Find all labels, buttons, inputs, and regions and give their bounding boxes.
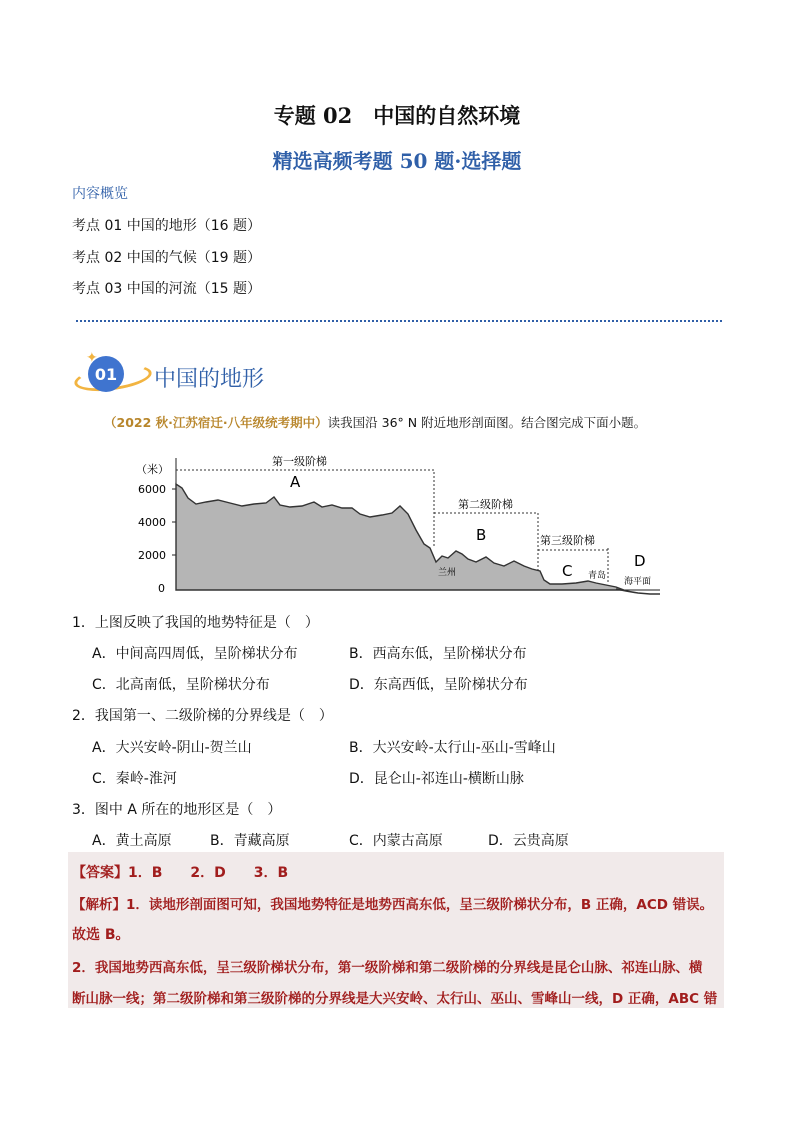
section-title: 中国的地形: [154, 367, 265, 392]
option-c: C．秦岭-淮河: [92, 771, 177, 787]
dotted-divider: [76, 320, 722, 322]
region-label: D: [634, 552, 646, 570]
page-title: 专题 02 中国的自然环境: [273, 103, 521, 128]
region-label: C: [562, 562, 573, 580]
option-d: D．东高西低，呈阶梯状分布: [349, 677, 528, 693]
analysis-text: 断山脉一线；第二级阶梯和第三级阶梯的分界线是大兴安岭、太行山、巫山、雪峰山一线，D 正确，ABC 错: [72, 991, 718, 1007]
source-tag: （2022 秋·江苏宿迁·八年级统考期中）: [104, 415, 328, 430]
step-label-1: 第一级阶梯: [272, 455, 327, 468]
question-stem: 1．上图反映了我国的地势特征是（ ）: [72, 615, 319, 631]
section-number: 01: [88, 356, 124, 392]
overview-item: 考点 02 中国的气候（19 题）: [72, 250, 261, 266]
question-stem: 2．我国第一、二级阶梯的分界线是（ ）: [72, 708, 333, 724]
section-badge: [72, 352, 154, 396]
place-label: 青岛: [588, 571, 607, 581]
option-b: B．青藏高原: [210, 833, 290, 849]
y-tick-label: 4000: [138, 516, 166, 529]
option-c: C．北高南低，呈阶梯状分布: [92, 677, 270, 693]
analysis-text: 故选 B。: [72, 927, 130, 943]
option-b: B．西高东低，呈阶梯状分布: [349, 646, 527, 662]
region-label: B: [476, 526, 487, 544]
region-label: A: [290, 473, 301, 491]
place-label: 兰州: [438, 568, 457, 578]
overview-heading: 内容概览: [72, 186, 128, 202]
option-b: B．大兴安岭-太行山-巫山-雪峰山: [349, 740, 556, 756]
option-d: D．云贵高原: [488, 833, 569, 849]
step-label-2: 第二级阶梯: [458, 498, 513, 511]
place-label: 海平面: [624, 577, 652, 587]
y-tick-label: 6000: [138, 483, 166, 496]
analysis-text: 【解析】1．读地形剖面图可知，我国地势特征是地势西高东低，呈三级阶梯状分布，B 正确，ACD 错误。: [72, 897, 714, 913]
option-a: A．大兴安岭-阴山-贺兰山: [92, 740, 252, 756]
question-stem: 3．图中 A 所在的地形区是（ ）: [72, 802, 282, 818]
option-c: C．内蒙古高原: [349, 833, 443, 849]
step-label-3: 第三级阶梯: [540, 534, 595, 547]
overview-item: 考点 03 中国的河流（15 题）: [72, 281, 261, 297]
option-d: D．昆仑山-祁连山-横断山脉: [349, 771, 524, 787]
page-subtitle: 精选高频考题 50 题·选择题: [272, 149, 522, 173]
y-tick-label: 0: [158, 582, 165, 595]
option-a: A．黄土高原: [92, 833, 172, 849]
y-tick-label: 2000: [138, 549, 166, 562]
sparkle-icon: ✦: [86, 350, 98, 366]
analysis-text: 2．我国地势西高东低，呈三级阶梯状分布，第一级阶梯和第二级阶梯的分界线是昆仑山脉、祁连山脉、横: [72, 960, 703, 976]
y-axis-unit: （米）: [136, 463, 169, 476]
source-text: 读我国沿 36° N 附近地形剖面图。结合图完成下面小题。: [327, 415, 647, 430]
question-source: [104, 413, 646, 431]
option-a: A．中间高四周低，呈阶梯状分布: [92, 646, 298, 662]
terrain-profile-figure: [130, 450, 670, 600]
answer-key: 【答案】1．B 2．D 3．B: [72, 865, 289, 881]
overview-item: 考点 01 中国的地形（16 题）: [72, 218, 261, 234]
